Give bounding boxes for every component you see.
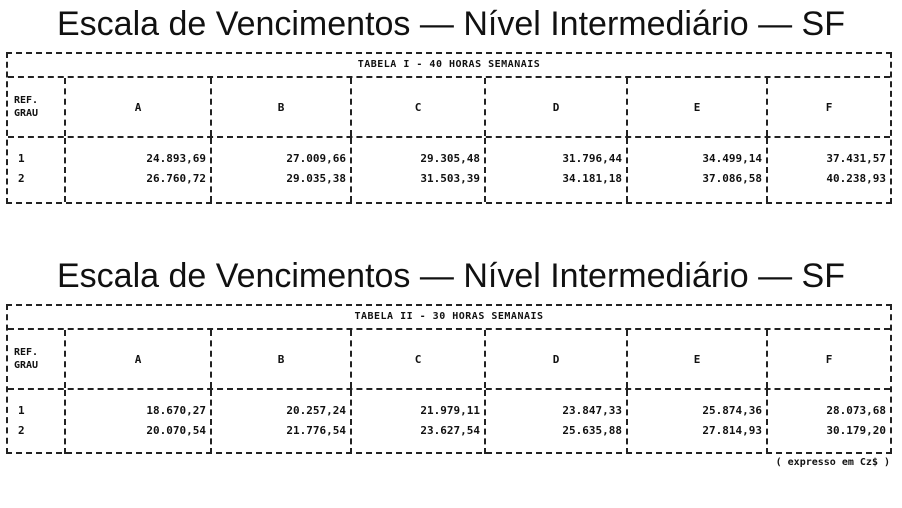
table-1-caption: TABELA I - 40 HORAS SEMANAIS xyxy=(8,54,890,78)
salary-table-2 xyxy=(6,304,892,454)
table-cell: 21.776,54 xyxy=(286,424,346,437)
table-cell: 21.979,11 xyxy=(420,404,480,417)
column-header-a: A xyxy=(66,330,212,388)
value-column-a xyxy=(66,390,212,454)
grau-column xyxy=(8,138,66,202)
column-header-e: E xyxy=(628,78,768,136)
table-cell: 27.814,93 xyxy=(702,424,762,437)
table-row: 1 xyxy=(18,152,25,165)
ref-label: REF. xyxy=(14,95,39,106)
value-column-a xyxy=(66,138,212,202)
table-cell: 30.179,20 xyxy=(826,424,886,437)
value-column-d xyxy=(486,390,628,454)
grau-label: GRAU xyxy=(14,108,39,119)
value-column-c xyxy=(352,390,486,454)
table-cell: 34.181,18 xyxy=(562,172,622,185)
column-header-e: E xyxy=(628,330,768,388)
value-column-b xyxy=(212,138,352,202)
table-cell: 31.503,39 xyxy=(420,172,480,185)
table-1-body xyxy=(8,138,890,202)
grau-column xyxy=(8,390,66,454)
value-column-f xyxy=(768,390,890,454)
value-column-f xyxy=(768,138,890,202)
table-2-body xyxy=(8,390,890,454)
table-cell: 25.635,88 xyxy=(562,424,622,437)
salary-table-1 xyxy=(6,52,892,204)
value-column-d xyxy=(486,138,628,202)
value-column-e xyxy=(628,138,768,202)
value-column-c xyxy=(352,138,486,202)
column-header-f: F xyxy=(825,100,833,114)
ref-label: REF. xyxy=(14,347,39,358)
table-1-heading: Escala de Vencimentos — Nível Intermediário — SF xyxy=(57,5,845,43)
table-2-heading: Escala de Vencimentos — Nível Intermediário — SF xyxy=(57,257,845,295)
column-header-a: A xyxy=(66,78,212,136)
table-cell: 31.796,44 xyxy=(562,152,622,165)
table-cell: 29.035,38 xyxy=(286,172,346,185)
table-cell: 23.627,54 xyxy=(420,424,480,437)
column-header-c: C xyxy=(352,78,486,136)
table-row: 2 xyxy=(18,424,25,437)
table-2-header-row xyxy=(8,330,890,390)
table-cell: 20.070,54 xyxy=(146,424,206,437)
ref-grau-header xyxy=(8,78,66,136)
table-row: 2 xyxy=(18,172,25,185)
table-cell: 24.893,69 xyxy=(146,152,206,165)
column-header-c: C xyxy=(352,330,486,388)
table-cell: 37.431,57 xyxy=(826,152,886,165)
table-cell: 18.670,27 xyxy=(146,404,206,417)
table-row: 1 xyxy=(18,404,25,417)
table-cell: 40.238,93 xyxy=(826,172,886,185)
table-cell: 25.874,36 xyxy=(702,404,762,417)
column-header-b: B xyxy=(212,330,352,388)
ref-grau-header xyxy=(8,330,66,388)
value-column-e xyxy=(628,390,768,454)
table-cell: 29.305,48 xyxy=(420,152,480,165)
value-column-b xyxy=(212,390,352,454)
column-header-b: B xyxy=(212,78,352,136)
table-cell: 37.086,58 xyxy=(702,172,762,185)
table-cell: 27.009,66 xyxy=(286,152,346,165)
column-header-d: D xyxy=(486,78,628,136)
table-cell: 23.847,33 xyxy=(562,404,622,417)
column-header-f: F xyxy=(825,352,833,366)
table-cell: 28.073,68 xyxy=(826,404,886,417)
grau-label: GRAU xyxy=(14,360,39,371)
table-cell: 20.257,24 xyxy=(286,404,346,417)
table-1-header-row xyxy=(8,78,890,138)
column-header-d: D xyxy=(486,330,628,388)
table-cell: 34.499,14 xyxy=(702,152,762,165)
table-2-caption: TABELA II - 30 HORAS SEMANAIS xyxy=(8,306,890,330)
table-cell: 26.760,72 xyxy=(146,172,206,185)
currency-footnote: ( expresso em Cz$ ) xyxy=(775,457,890,468)
